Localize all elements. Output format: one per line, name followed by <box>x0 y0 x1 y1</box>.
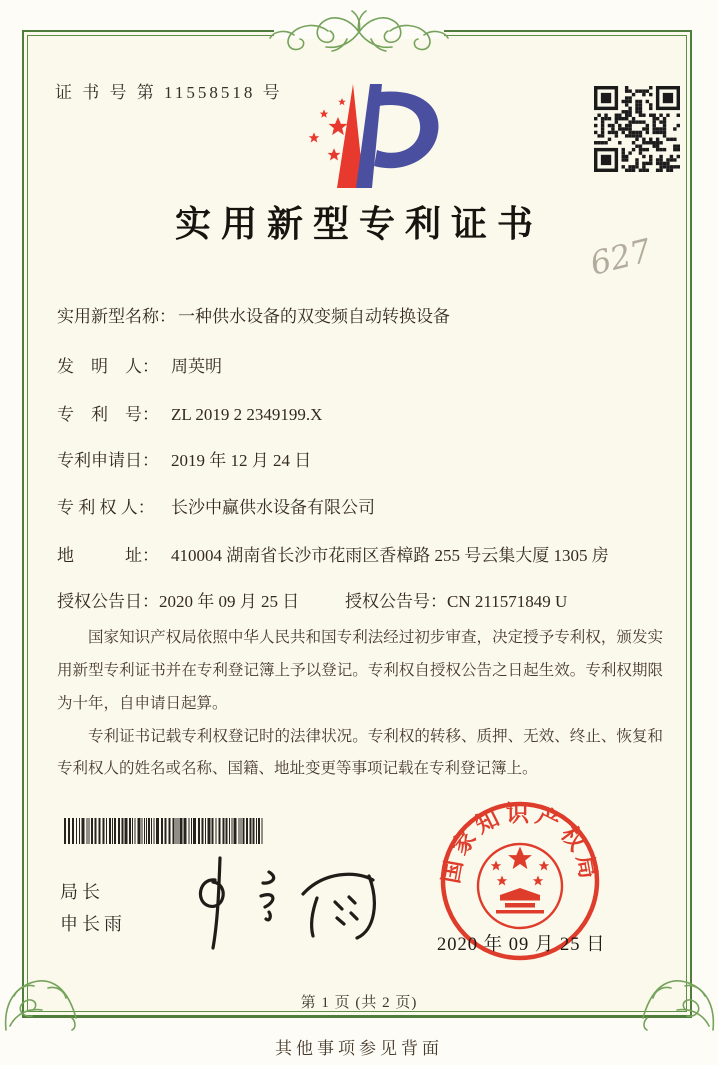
qr-code <box>594 86 680 172</box>
pencil-annotation: 627 <box>586 231 655 283</box>
field-label: 发 明 人： <box>57 357 159 376</box>
field-label: 授权公告号： <box>345 592 447 611</box>
field-label: 地 址： <box>57 546 159 565</box>
field-label: 授权公告日： <box>57 592 159 611</box>
logo-stars <box>309 98 348 161</box>
body-paragraph: 专利证书记载专利权登记时的法律状况。专利权的转移、质押、无效、终止、恢复和专利权人的姓名或名称、国籍、地址变更等事项记载在专利登记簿上。 <box>57 727 663 778</box>
certificate-title: 实用新型专利证书 <box>174 204 543 244</box>
certificate-number: 证 书 号 第 11558518 号 <box>55 83 283 102</box>
grant-date-field <box>57 592 299 611</box>
field-value: 周英明 <box>171 357 222 376</box>
body-paragraph: 国家知识产权局依照中华人民共和国专利法经过初步审查，决定授予专利权，颁发实用新型专利证书并在专利登记簿上予以登记。专利权自授权公告之日起生效。专利权期限为十年，自申请日起算。 <box>57 629 663 712</box>
field-value: 2019 年 12 月 24 日 <box>171 451 312 470</box>
field-value: 长沙中赢供水设备有限公司 <box>171 498 375 517</box>
field-row-filing-date <box>57 446 311 471</box>
field-row-inventor <box>57 352 222 377</box>
field-value: 410004 湖南省长沙市花雨区香樟路 255 号云集大厦 1305 房 <box>171 546 609 565</box>
field-row-patent-no <box>57 400 322 425</box>
director-name: 申长雨 <box>60 914 126 934</box>
field-label: 专 利 权 人： <box>57 498 155 517</box>
page-number: 第 1 页 (共 2 页) <box>300 995 418 1011</box>
director-signature <box>185 850 395 955</box>
field-label: 实用新型名称： <box>57 307 176 326</box>
field-value: CN 211571849 U <box>447 592 568 611</box>
director-title: 局长 <box>60 882 104 902</box>
cnipa-logo <box>280 80 444 200</box>
national-emblem-icon <box>478 844 562 928</box>
field-value: ZL 2019 2 2349199.X <box>171 405 323 424</box>
top-flourish-ornament <box>244 5 474 57</box>
field-row-grant <box>57 587 663 612</box>
barcode <box>64 818 266 844</box>
field-row-address <box>57 541 609 566</box>
seal-date: 2020 年 09 月 25 日 <box>437 935 606 955</box>
field-value: 一种供水设备的双变频自动转换设备 <box>178 307 450 326</box>
legal-text <box>57 622 663 786</box>
back-side-note: 其他事项参见背面 <box>275 1039 443 1058</box>
seal-arc-text: 国家知识产权局 <box>438 800 602 886</box>
field-row-patentee <box>57 493 375 518</box>
field-label: 专 利 号： <box>57 405 159 424</box>
field-value: 2020 年 09 月 25 日 <box>159 592 300 611</box>
logo-blue-p <box>356 84 439 188</box>
grant-number-field <box>345 587 567 612</box>
field-row-name <box>57 302 450 327</box>
field-label: 专利申请日： <box>57 451 159 470</box>
